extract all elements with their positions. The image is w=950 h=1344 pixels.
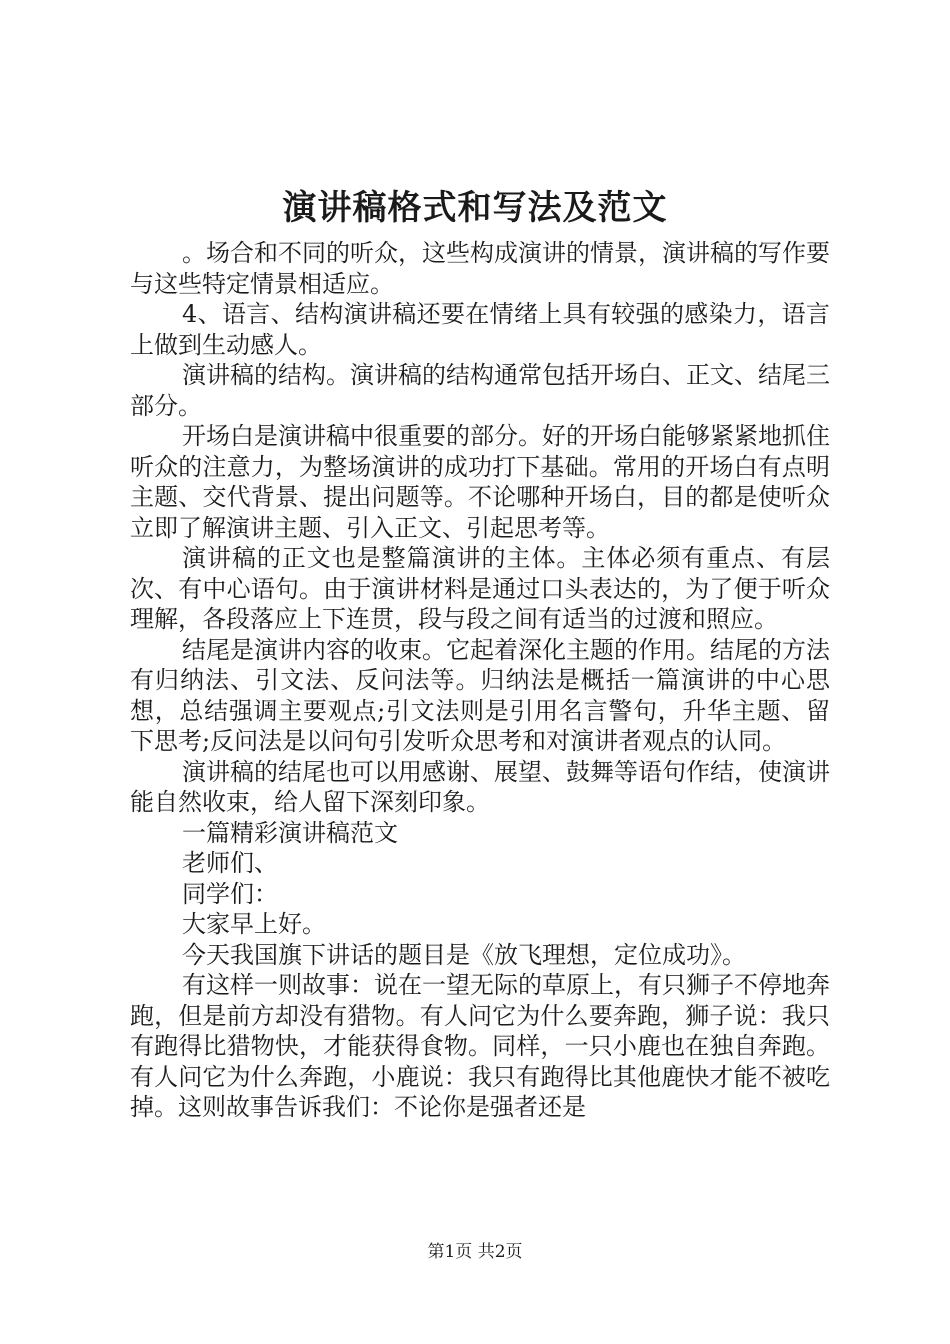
- paragraph: 演讲稿的结尾也可以用感谢、展望、鼓舞等语句作结，使演讲能自然收束，给人留下深刻印象。: [130, 757, 830, 816]
- paragraph: 结尾是演讲内容的收束。它起着深化主题的作用。结尾的方法有归纳法、引文法、反问法等。归纳法是概括一篇演讲的中心思想，总结强调主要观点;引文法则是引用名言警句，升华主题、留下思考;反问法是以问句引发听众思考和对演讲者观点的认同。: [130, 635, 830, 755]
- paragraph: 今天我国旗下讲话的题目是《放飞理想，定位成功》。: [182, 940, 746, 969]
- paragraph: 4、语言、结构演讲稿还要在情绪上具有较强的感染力，语言上做到生动感人。: [130, 300, 830, 359]
- paragraph: 有这样一则故事：说在一望无际的草原上，有只狮子不停地奔跑，但是前方却没有猎物。有人问它为什么要奔跑，狮子说：我只有跑得比猎物快，才能获得食物。同样，一只小鹿也在独自奔跑。有人问它为什么奔跑，小鹿说：我只有跑得比其他鹿快才能不被吃掉。这则故事告诉我们：不论你是强者还是: [130, 971, 830, 1121]
- salutation-line: 老师们、: [182, 849, 278, 877]
- document-title: 演讲稿格式和写法及范文: [282, 188, 668, 228]
- paragraph: 演讲稿的正文也是整篇演讲的主体。主体必须有重点、有层次、有中心语句。由于演讲材料是通过口头表达的，为了便于听众理解，各段落应上下连贯，段与段之间有适当的过渡和照应。: [130, 544, 830, 633]
- greeting-line: 大家早上好。: [182, 910, 326, 938]
- paragraph: 。场合和不同的听众，这些构成演讲的情景，演讲稿的写作要与这些特定情景相适应。: [130, 239, 830, 298]
- page-footer: 第1页 共2页: [427, 1242, 523, 1262]
- sample-heading: 一篇精彩演讲稿范文: [182, 818, 398, 847]
- salutation-line: 同学们：: [182, 879, 278, 908]
- paragraph: 演讲稿的结构。演讲稿的结构通常包括开场白、正文、结尾三部分。: [130, 361, 830, 420]
- paragraph: 开场白是演讲稿中很重要的部分。好的开场白能够紧紧地抓住听众的注意力，为整场演讲的成功打下基础。常用的开场白有点明主题、交代背景、提出问题等。不论哪种开场白，目的都是使听众立即了解演讲主题、引入正文、引起思考等。: [130, 422, 830, 542]
- document-body: [130, 238, 830, 1123]
